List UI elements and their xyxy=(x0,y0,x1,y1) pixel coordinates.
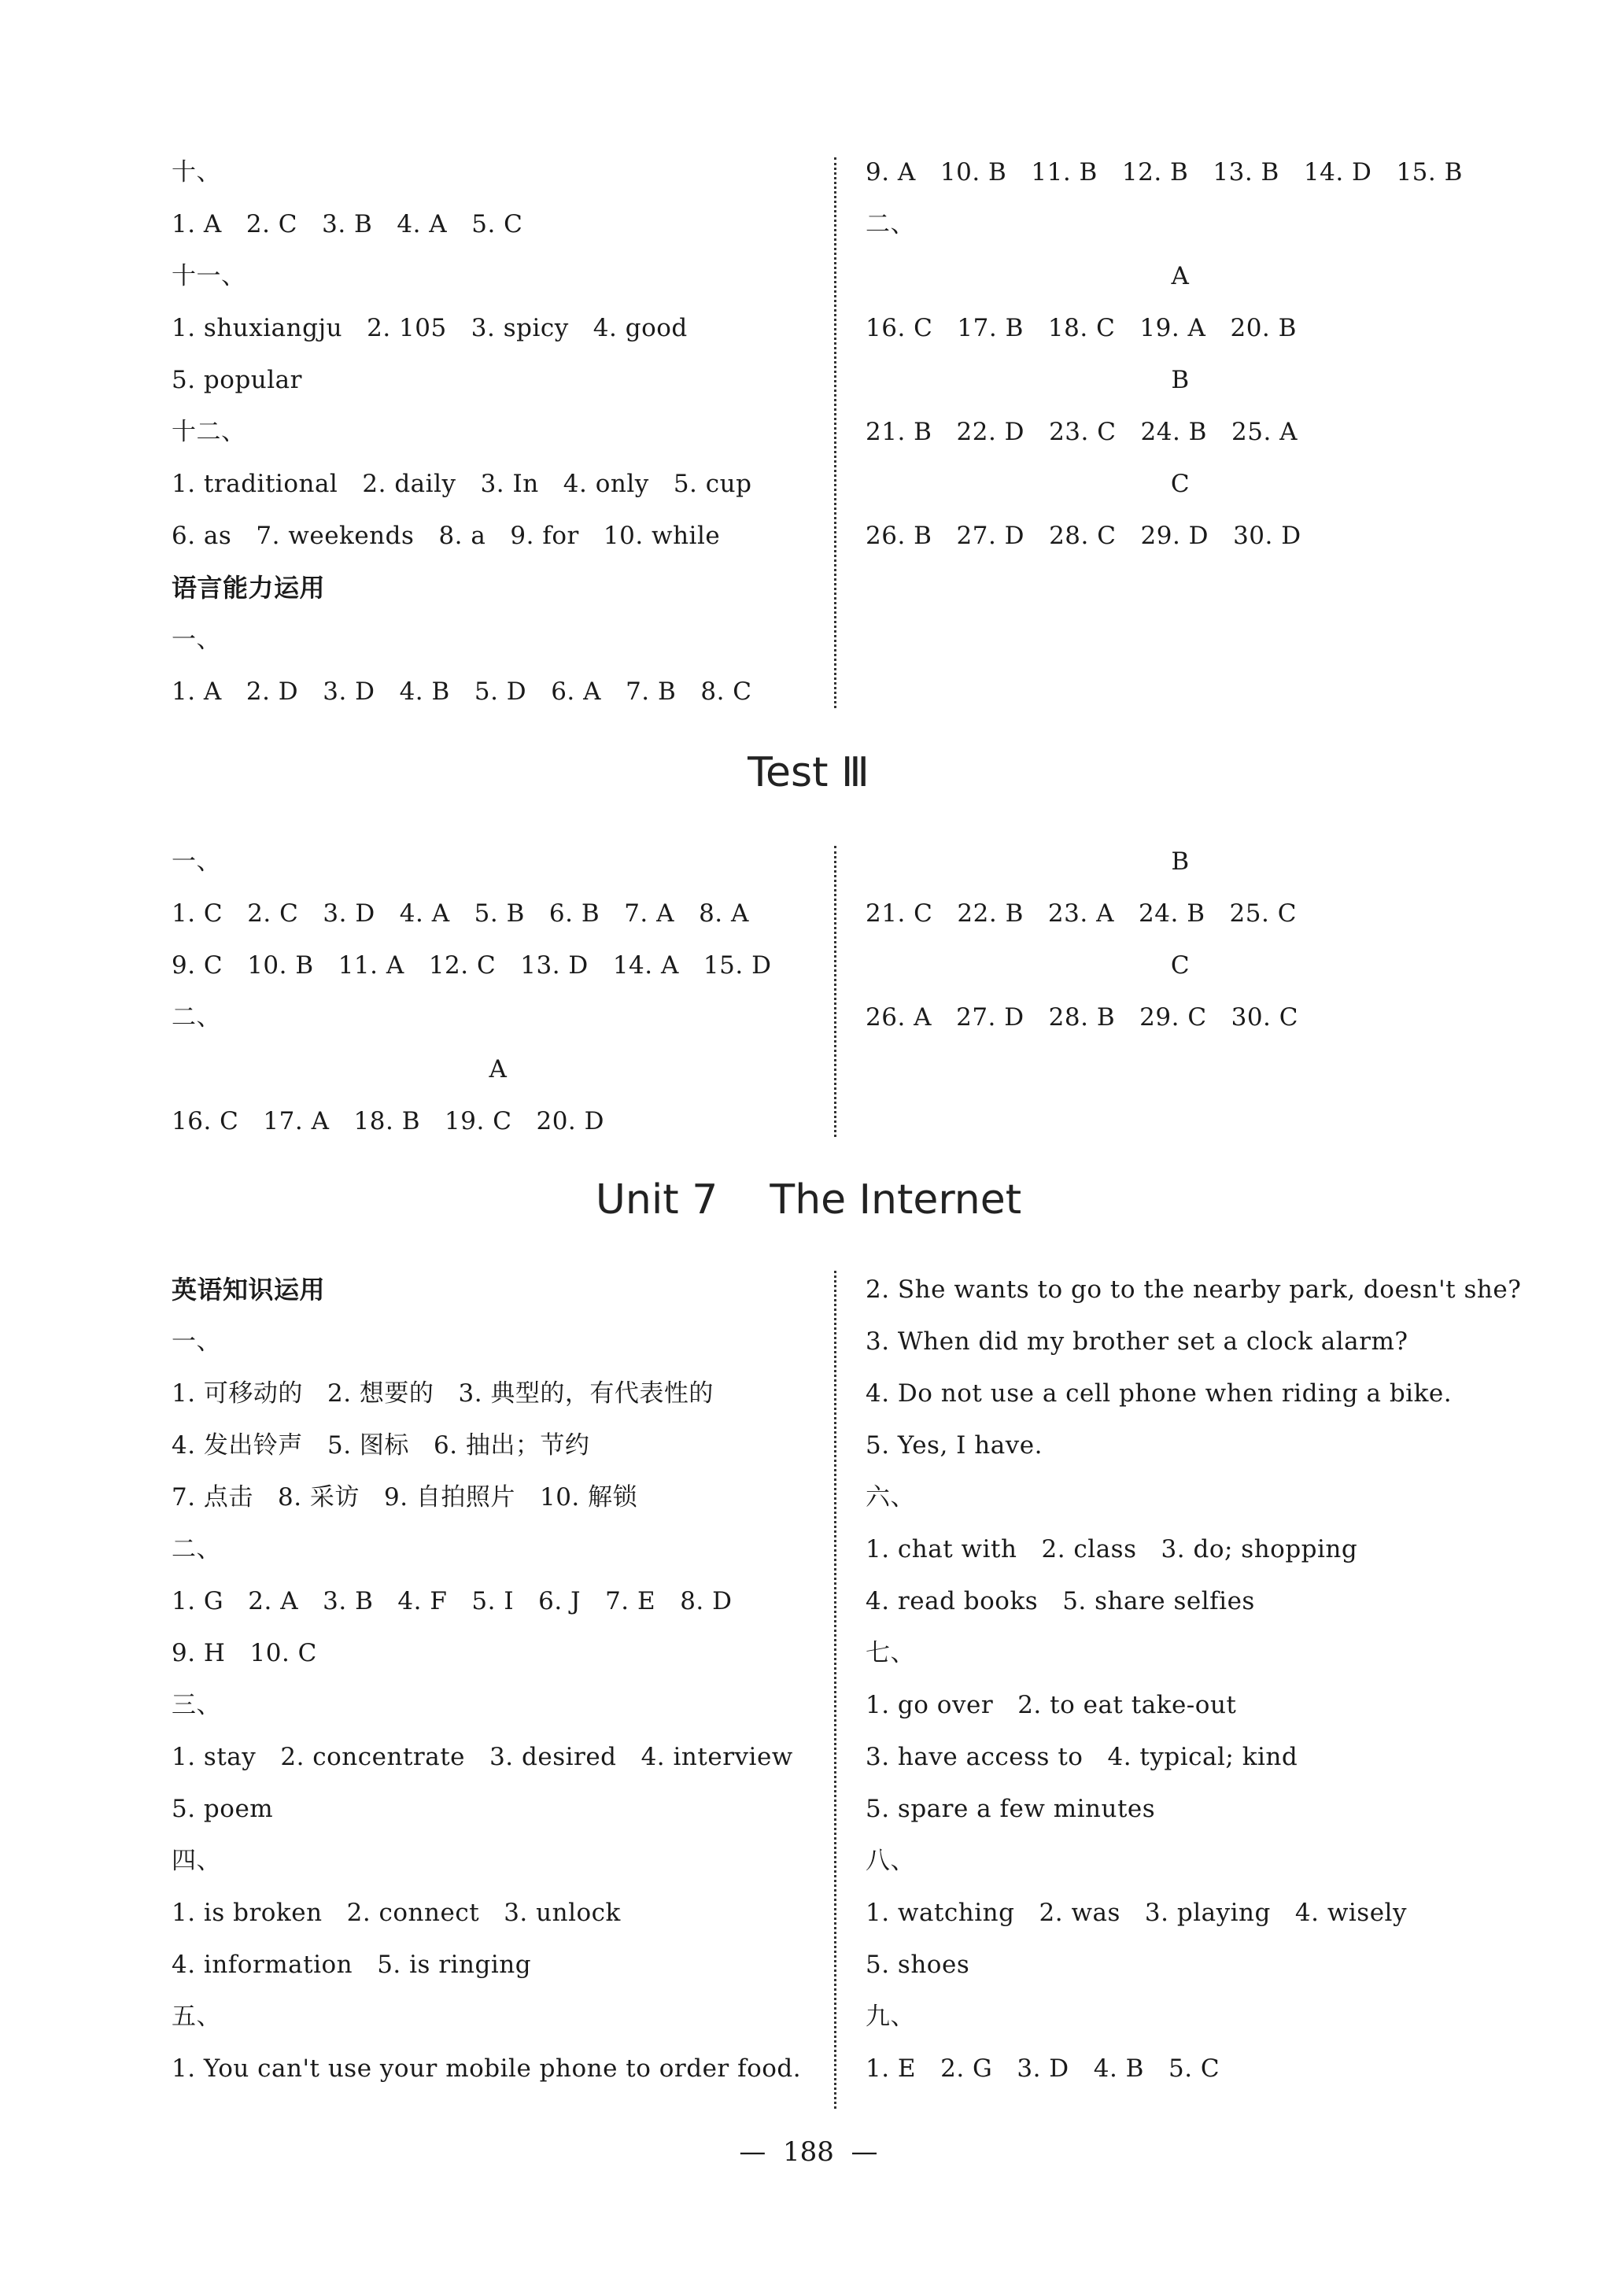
answer-line: 十、 xyxy=(172,158,221,186)
answer-line: 二、 xyxy=(866,210,915,238)
answer-line: 3. have access to 4. typical; kind xyxy=(866,1743,1298,1771)
answer-line: 9. H 10. C xyxy=(172,1639,317,1667)
answer-line: 9. C 10. B 11. A 12. C 13. D 14. A 15. D xyxy=(172,951,772,980)
answer-line: 1. watching 2. was 3. playing 4. wisely xyxy=(866,1899,1407,1927)
answer-line: 七、 xyxy=(866,1639,915,1667)
answer-line: 1. C 2. C 3. D 4. A 5. B 6. B 7. A 8. A xyxy=(172,899,749,928)
unit7-right-column xyxy=(866,1264,1534,2095)
section1-left-column xyxy=(172,146,825,718)
answer-line: 3. When did my brother set a clock alarm? xyxy=(866,1327,1408,1356)
subsection-label: B xyxy=(1171,366,1190,394)
test3-right-column xyxy=(866,836,1495,1043)
answer-line: 1. E 2. G 3. D 4. B 5. C xyxy=(866,2054,1220,2083)
answer-line: 二、 xyxy=(172,1003,221,1032)
answer-line: 26. A 27. D 28. B 29. C 30. C xyxy=(866,1003,1298,1032)
answer-line: 1. is broken 2. connect 3. unlock xyxy=(172,1899,621,1927)
column-divider xyxy=(834,157,836,708)
subsection-label: A xyxy=(489,1055,508,1083)
answer-line: 五、 xyxy=(172,2003,221,2031)
answer-line: 4. information 5. is ringing xyxy=(172,1951,532,1979)
test3-left-column xyxy=(172,836,825,1147)
answer-line: 1. G 2. A 3. B 4. F 5. I 6. J 7. E 8. D xyxy=(172,1587,733,1615)
answer-line: 4. Do not use a cell phone when riding a bike. xyxy=(866,1379,1453,1408)
subsection-label: C xyxy=(1170,951,1191,980)
answer-line: 5. spare a few minutes xyxy=(866,1795,1156,1823)
answer-line: 三、 xyxy=(172,1691,221,1719)
column-divider xyxy=(834,1271,836,2109)
answer-line: 二、 xyxy=(172,1535,221,1563)
answer-line: 1. traditional 2. daily 3. In 4. only 5. cup xyxy=(172,470,752,498)
answer-line: 八、 xyxy=(866,1847,915,1875)
answer-line: 7. 点击 8. 采访 9. 自拍照片 10. 解锁 xyxy=(172,1483,638,1512)
subsection-label: B xyxy=(1171,847,1190,876)
unit7-left-column xyxy=(172,1264,825,2095)
answer-line: 16. C 17. B 18. C 19. A 20. B xyxy=(866,314,1297,342)
answer-line: 1. You can't use your mobile phone to order food. xyxy=(172,2054,802,2083)
answer-line: 5. Yes, I have. xyxy=(866,1431,1043,1460)
column-divider xyxy=(834,846,836,1137)
answer-line: 2. She wants to go to the nearby park, doesn't she? xyxy=(866,1275,1522,1304)
answer-line: 26. B 27. D 28. C 29. D 30. D xyxy=(866,522,1301,550)
answer-line: 一、 xyxy=(172,626,221,654)
subsection-label: C xyxy=(1170,470,1191,498)
answer-line: 5. poem xyxy=(172,1795,274,1823)
answer-line: 4. read books 5. share selfies xyxy=(866,1587,1255,1615)
answer-line: 十一、 xyxy=(172,262,246,290)
answer-line: 1. go over 2. to eat take-out xyxy=(866,1691,1237,1719)
answer-line: 1. A 2. C 3. B 4. A 5. C xyxy=(172,210,523,238)
page-number: — 188 — xyxy=(739,2136,878,2168)
answer-line: 21. C 22. B 23. A 24. B 25. C xyxy=(866,899,1297,928)
answer-line: 六、 xyxy=(866,1483,915,1512)
section-heading: 语言能力运用 xyxy=(172,573,326,603)
subsection-label: A xyxy=(1171,262,1190,290)
answer-line: 5. popular xyxy=(172,366,302,394)
answer-line: 1. chat with 2. class 3. do; shopping xyxy=(866,1535,1358,1563)
answer-line: 9. A 10. B 11. B 12. B 13. B 14. D 15. B xyxy=(866,158,1463,186)
answer-line: 5. shoes xyxy=(866,1951,970,1979)
answer-line: 21. B 22. D 23. C 24. B 25. A xyxy=(866,418,1298,446)
unit7-title: Unit 7 The Internet xyxy=(595,1176,1022,1224)
answer-line: 1. 可移动的 2. 想要的 3. 典型的，有代表性的 xyxy=(172,1379,714,1408)
answer-line: 一、 xyxy=(172,847,221,876)
test3-title: Test Ⅲ xyxy=(748,749,869,796)
section1-right-column xyxy=(866,146,1495,562)
answer-line: 九、 xyxy=(866,2003,915,2031)
section-heading: 英语知识运用 xyxy=(172,1275,326,1305)
answer-line: 一、 xyxy=(172,1327,221,1356)
answer-line: 十二、 xyxy=(172,418,246,446)
answer-line: 4. 发出铃声 5. 图标 6. 抽出；节约 xyxy=(172,1431,590,1460)
answer-line: 1. stay 2. concentrate 3. desired 4. interview xyxy=(172,1743,793,1771)
answer-line: 1. A 2. D 3. D 4. B 5. D 6. A 7. B 8. C xyxy=(172,677,752,706)
answer-line: 6. as 7. weekends 8. a 9. for 10. while xyxy=(172,522,721,550)
answer-line: 1. shuxiangju 2. 105 3. spicy 4. good xyxy=(172,314,688,342)
answer-line: 16. C 17. A 18. B 19. C 20. D xyxy=(172,1107,604,1135)
answer-line: 四、 xyxy=(172,1847,221,1875)
